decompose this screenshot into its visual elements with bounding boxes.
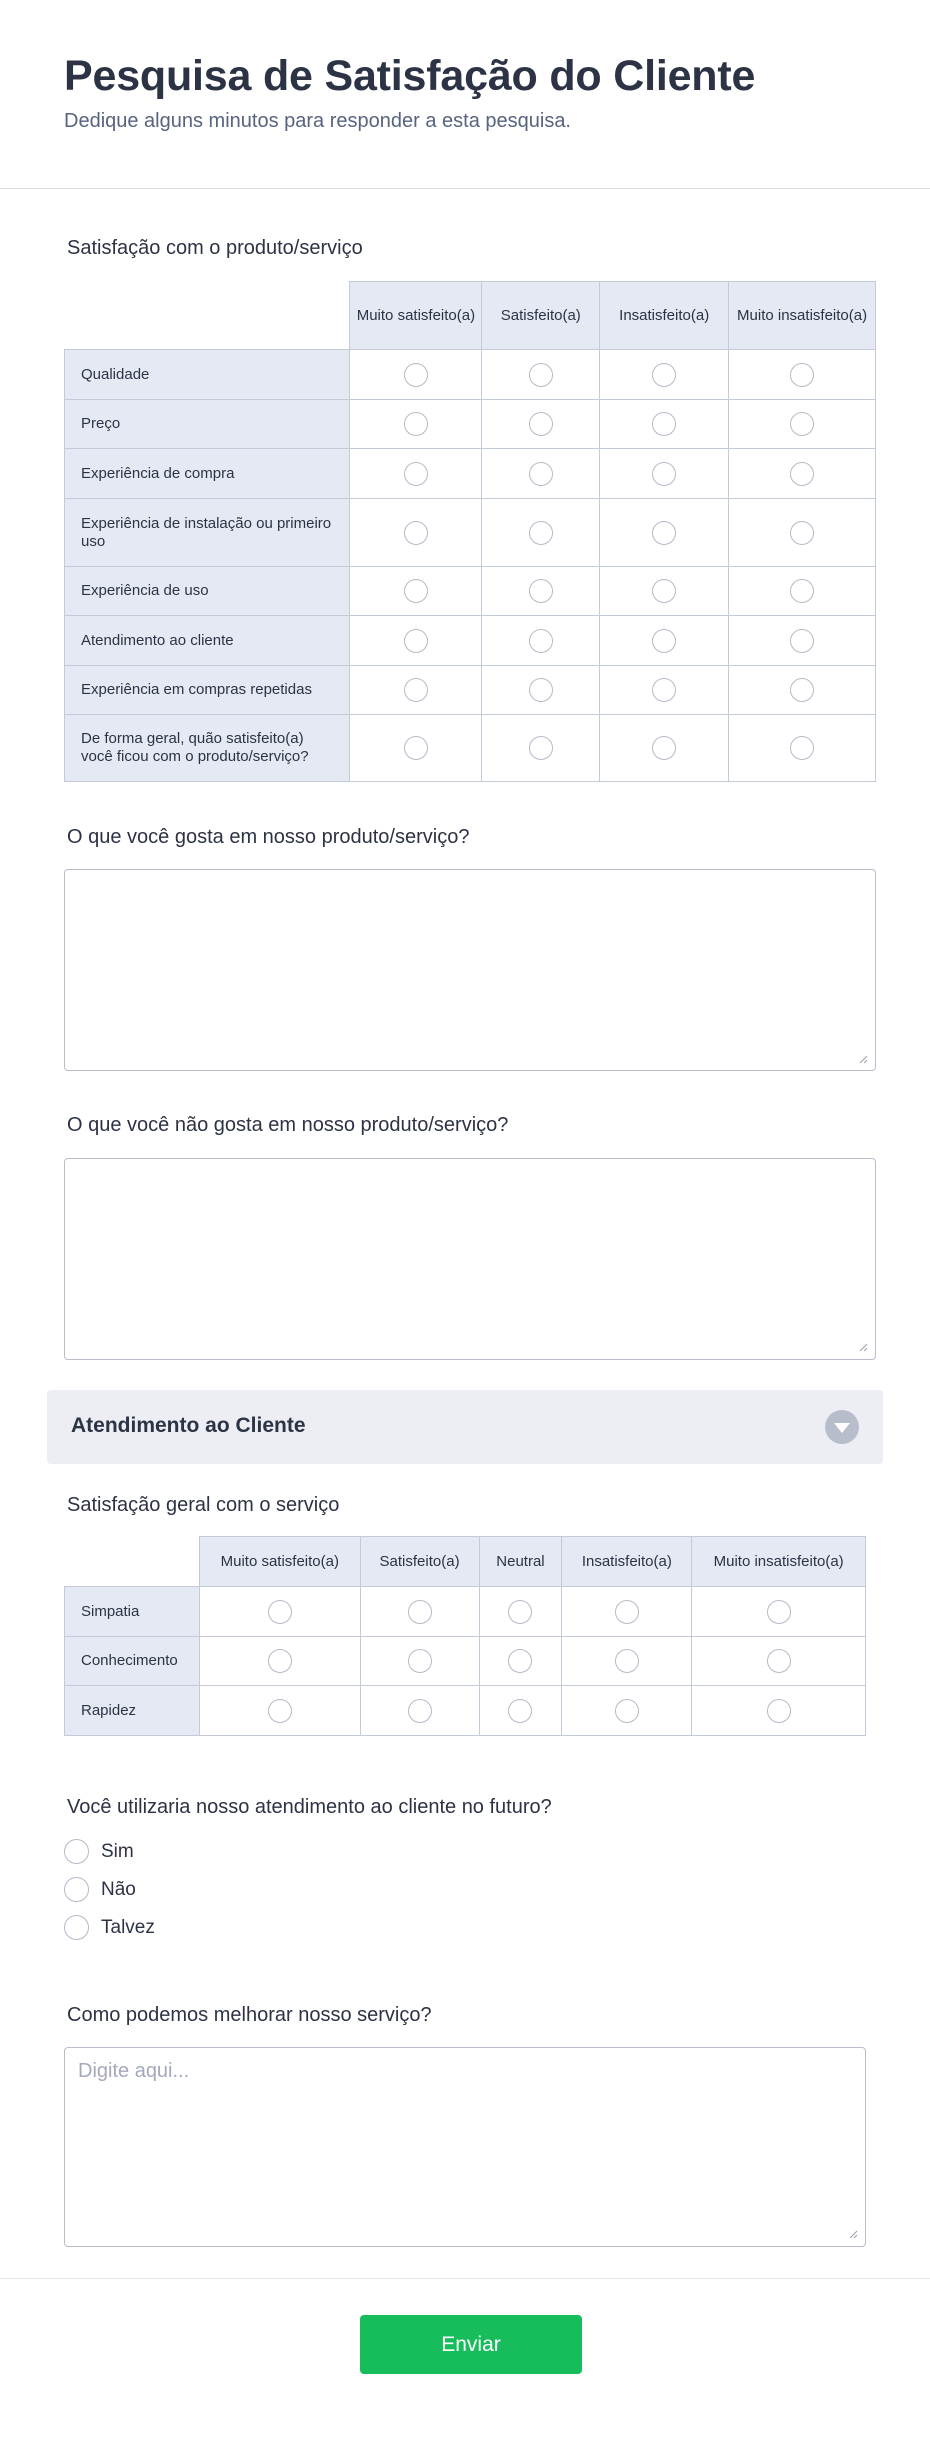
- matrix-cell[interactable]: [729, 350, 876, 400]
- row-label-conhecimento: Conhecimento: [65, 1637, 200, 1686]
- table-row: [65, 1637, 866, 1686]
- radio-button[interactable]: [404, 579, 428, 603]
- radio-button[interactable]: [652, 629, 676, 653]
- radio-button[interactable]: [529, 736, 553, 760]
- matrix-cell[interactable]: [482, 400, 600, 449]
- column-header-insatisfeito-a: Insatisfeito(a): [562, 1537, 692, 1587]
- radio-button[interactable]: [652, 462, 676, 486]
- radio-button[interactable]: [268, 1649, 292, 1673]
- matrix-corner: [65, 282, 350, 350]
- footer-divider: [0, 2278, 930, 2279]
- section-title: Atendimento ao Cliente: [71, 1414, 306, 1437]
- matrix-cell[interactable]: [600, 400, 729, 449]
- table-row: [65, 1686, 866, 1736]
- matrix-cell[interactable]: [729, 616, 876, 666]
- dislikes-label: O que você não gosta em nosso produto/serviço?: [67, 1114, 509, 1136]
- matrix-cell[interactable]: [360, 1686, 479, 1736]
- matrix-cell[interactable]: [600, 499, 729, 567]
- row-label-rapidez: Rapidez: [65, 1686, 200, 1736]
- table-row: [65, 567, 876, 616]
- radio-button[interactable]: [529, 629, 553, 653]
- radio-button[interactable]: [404, 462, 428, 486]
- radio-button[interactable]: [790, 579, 814, 603]
- matrix-cell[interactable]: [600, 616, 729, 666]
- option-label: Sim: [101, 1841, 134, 1862]
- matrix-cell[interactable]: [350, 616, 482, 666]
- chevron-down-icon[interactable]: [825, 1410, 859, 1444]
- future-label: Você utilizaria nosso atendimento ao cliente no futuro?: [67, 1796, 552, 1818]
- matrix-cell[interactable]: [600, 350, 729, 400]
- matrix-cell[interactable]: [350, 400, 482, 449]
- matrix-cell[interactable]: [350, 715, 482, 782]
- matrix-cell[interactable]: [600, 449, 729, 499]
- table-row: [65, 449, 876, 499]
- column-header-muito-insatisfeito-a: Muito insatisfeito(a): [729, 282, 876, 350]
- radio-button[interactable]: [404, 521, 428, 545]
- radio-button[interactable]: [268, 1600, 292, 1624]
- row-label-experiencia-de-compra: Experiência de compra: [65, 449, 350, 499]
- matrix-cell[interactable]: [692, 1637, 866, 1686]
- radio-button[interactable]: [790, 629, 814, 653]
- radio-button[interactable]: [652, 521, 676, 545]
- matrix-cell[interactable]: [692, 1587, 866, 1637]
- matrix-cell[interactable]: [482, 499, 600, 567]
- row-label-preco: Preço: [65, 400, 350, 449]
- table-row: [65, 666, 876, 715]
- column-header-satisfeito-a: Satisfeito(a): [360, 1537, 479, 1587]
- matrix-cell[interactable]: [729, 400, 876, 449]
- matrix-service-satisfaction: [64, 1536, 866, 1736]
- radio-button[interactable]: [529, 579, 553, 603]
- radio-button[interactable]: [790, 412, 814, 436]
- column-header-satisfeito-a: Satisfeito(a): [482, 282, 600, 350]
- table-row: [65, 616, 876, 666]
- matrix-cell[interactable]: [350, 567, 482, 616]
- row-label-qualidade: Qualidade: [65, 350, 350, 400]
- matrix-cell[interactable]: [562, 1637, 692, 1686]
- radio-button[interactable]: [652, 579, 676, 603]
- submit-button[interactable]: Enviar: [360, 2315, 582, 2374]
- radio-button[interactable]: [529, 521, 553, 545]
- radio-button[interactable]: [767, 1649, 791, 1673]
- improve-label: Como podemos melhorar nosso serviço?: [67, 2004, 432, 2026]
- matrix-cell[interactable]: [482, 350, 600, 400]
- section-customer-service-toggle[interactable]: [47, 1390, 883, 1464]
- column-header-insatisfeito-a: Insatisfeito(a): [600, 282, 729, 350]
- page-subtitle: Dedique alguns minutos para responder a esta pesquisa.: [64, 110, 571, 132]
- matrix-cell[interactable]: [482, 449, 600, 499]
- radio-button[interactable]: [508, 1649, 532, 1673]
- matrix-cell[interactable]: [482, 616, 600, 666]
- row-label-experiencia-em-compras-repetidas: Experiência em compras repetidas: [65, 666, 350, 715]
- radio-button[interactable]: [767, 1699, 791, 1723]
- column-header-muito-insatisfeito-a: Muito insatisfeito(a): [692, 1537, 866, 1587]
- radio-button[interactable]: [615, 1649, 639, 1673]
- radio-button[interactable]: [508, 1600, 532, 1624]
- matrix-cell[interactable]: [729, 666, 876, 715]
- matrix-cell[interactable]: [199, 1587, 360, 1637]
- radio-button[interactable]: [529, 363, 553, 387]
- matrix-cell[interactable]: [479, 1587, 562, 1637]
- radio-button[interactable]: [652, 412, 676, 436]
- matrix-cell[interactable]: [600, 666, 729, 715]
- matrix-cell[interactable]: [600, 715, 729, 782]
- matrix-cell[interactable]: [350, 666, 482, 715]
- matrix-cell[interactable]: [482, 666, 600, 715]
- row-label-experiencia-de-instalacao-ou-primeiro-us: Experiência de instalação ou primeiro uso: [65, 499, 350, 567]
- table-row: [65, 715, 876, 782]
- matrix-service-label: Satisfação geral com o serviço: [67, 1494, 340, 1516]
- matrix-cell[interactable]: [600, 567, 729, 616]
- radio-button[interactable]: [790, 678, 814, 702]
- row-label-atendimento-ao-cliente: Atendimento ao cliente: [65, 616, 350, 666]
- matrix-cell[interactable]: [482, 715, 600, 782]
- matrix-cell[interactable]: [479, 1637, 562, 1686]
- radio-button[interactable]: [408, 1699, 432, 1723]
- radio-button[interactable]: [767, 1600, 791, 1624]
- column-header-muito-satisfeito-a: Muito satisfeito(a): [199, 1537, 360, 1587]
- matrix-cell[interactable]: [199, 1686, 360, 1736]
- likes-label: O que você gosta em nosso produto/serviço?: [67, 826, 470, 848]
- matrix-cell[interactable]: [562, 1587, 692, 1637]
- radio-button[interactable]: [652, 678, 676, 702]
- option-label: Não: [101, 1879, 136, 1900]
- matrix-product-satisfaction: [64, 281, 876, 782]
- matrix-cell[interactable]: [360, 1637, 479, 1686]
- table-row: [65, 1587, 866, 1637]
- radio-button[interactable]: [404, 412, 428, 436]
- row-label-simpatia: Simpatia: [65, 1587, 200, 1637]
- matrix-cell[interactable]: [562, 1686, 692, 1736]
- radio-button[interactable]: [615, 1600, 639, 1624]
- radio-button[interactable]: [790, 462, 814, 486]
- matrix-cell[interactable]: [729, 449, 876, 499]
- radio-button[interactable]: [790, 736, 814, 760]
- matrix-cell[interactable]: [199, 1637, 360, 1686]
- radio-button[interactable]: [64, 1839, 89, 1864]
- matrix-product-label: Satisfação com o produto/serviço: [67, 237, 363, 259]
- radio-button[interactable]: [529, 412, 553, 436]
- dislikes-textarea[interactable]: [64, 1158, 876, 1360]
- improve-textarea[interactable]: [64, 2047, 866, 2247]
- matrix-cell[interactable]: [729, 715, 876, 782]
- radio-button[interactable]: [404, 363, 428, 387]
- radio-button[interactable]: [652, 363, 676, 387]
- matrix-corner: [65, 1537, 200, 1587]
- radio-button[interactable]: [529, 462, 553, 486]
- radio-button[interactable]: [615, 1699, 639, 1723]
- radio-button[interactable]: [404, 629, 428, 653]
- page-title: Pesquisa de Satisfação do Cliente: [64, 52, 756, 100]
- matrix-cell[interactable]: [479, 1686, 562, 1736]
- table-row: [65, 400, 876, 449]
- matrix-cell[interactable]: [729, 567, 876, 616]
- likes-textarea[interactable]: [64, 869, 876, 1071]
- matrix-cell[interactable]: [729, 499, 876, 567]
- radio-button[interactable]: [408, 1600, 432, 1624]
- option-label: Talvez: [101, 1917, 155, 1938]
- radio-button[interactable]: [268, 1699, 292, 1723]
- radio-button[interactable]: [790, 363, 814, 387]
- row-label-de-forma-geral-quao-satisfeito-a-voce-fi: De forma geral, quão satisfeito(a) você ficou com o produto/serviço?: [65, 715, 350, 782]
- radio-button[interactable]: [529, 678, 553, 702]
- matrix-cell[interactable]: [482, 567, 600, 616]
- table-row: [65, 499, 876, 567]
- form-header: [0, 0, 930, 189]
- radio-button[interactable]: [652, 736, 676, 760]
- matrix-cell[interactable]: [350, 449, 482, 499]
- table-row: [65, 350, 876, 400]
- radio-button[interactable]: [64, 1877, 89, 1902]
- matrix-cell[interactable]: [350, 350, 482, 400]
- radio-button[interactable]: [404, 736, 428, 760]
- row-label-experiencia-de-uso: Experiência de uso: [65, 567, 350, 616]
- radio-button[interactable]: [508, 1699, 532, 1723]
- radio-button[interactable]: [64, 1915, 89, 1940]
- radio-button[interactable]: [408, 1649, 432, 1673]
- radio-button[interactable]: [404, 678, 428, 702]
- matrix-cell[interactable]: [350, 499, 482, 567]
- column-header-muito-satisfeito-a: Muito satisfeito(a): [350, 282, 482, 350]
- column-header-neutral: Neutral: [479, 1537, 562, 1587]
- matrix-cell[interactable]: [692, 1686, 866, 1736]
- radio-button[interactable]: [790, 521, 814, 545]
- matrix-cell[interactable]: [360, 1587, 479, 1637]
